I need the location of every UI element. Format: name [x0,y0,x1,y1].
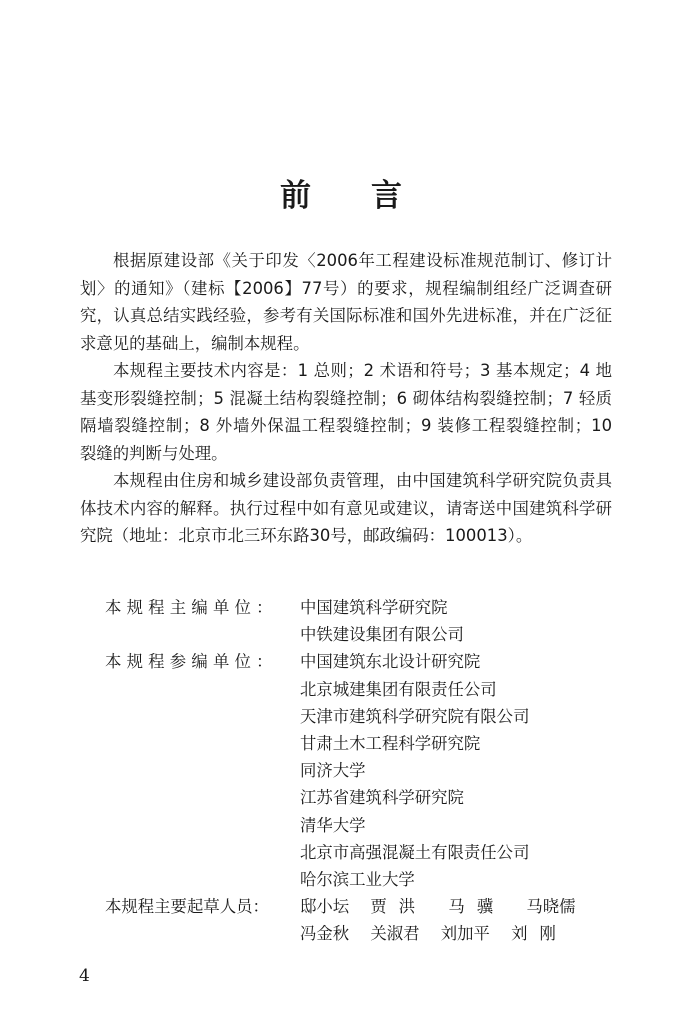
drafter-name: 贾洪 [370,897,428,917]
chief-editor-row [105,594,592,621]
participating-unit: 清华大学 [300,815,366,835]
title-char-2: 言 [371,178,402,214]
participating-unit: 江苏省建筑科学研究院 [300,788,464,808]
participating-unit: 北京城建集团有限责任公司 [300,679,497,699]
drafter-name: 刘刚 [511,924,568,944]
preface-body [80,247,612,550]
drafters-label: 本规程主要起草人员： [105,897,269,917]
drafter-name: 邸小坛 [300,897,350,917]
participating-unit-label: 本规程参编单位： [105,652,278,672]
chief-editor-unit: 中国建筑科学研究院 [300,598,448,617]
organization-list [105,594,592,948]
drafter-name: 马骥 [448,897,506,917]
chief-editor-unit: 中铁建设集团有限公司 [300,625,464,645]
participating-unit-row [105,757,592,784]
drafter-name: 刘加平 [440,924,490,944]
drafter-names [300,920,584,947]
participating-unit: 北京市高强混凝土有限责任公司 [300,842,530,862]
drafter-names [300,893,592,920]
participating-unit: 哈尔滨工业大学 [300,870,415,890]
paragraph-2: 本规程主要技术内容是：1 总则；2 术语和符号；3 基本规定；4 地基变形裂缝控制；5 混凝土结构裂缝控制；6 砌体结构裂缝控制；7 轻质隔墙裂缝控制；8 外墙外保温工程裂缝控制；9 装修工程裂缝控制；10 裂缝的判断与处理。 [80,361,612,463]
participating-unit: 中国建筑东北设计研究院 [300,652,481,672]
participating-unit-row [105,784,592,811]
page-title [0,170,682,215]
title-char-1: 前 [280,178,311,214]
drafters-row [105,920,592,947]
drafters-row [105,893,592,920]
participating-unit-row [105,812,592,839]
drafter-name: 马晓儒 [526,897,576,917]
participating-unit-row [105,676,592,703]
chief-editor-label: 本规程主编单位： [105,598,278,617]
chief-editor-row [105,621,592,648]
paragraph-1: 根据原建设部《关于印发〈2006年工程建设标准规范制订、修订计划〉的通知》（建标【2006】77号）的要求，规程编制组经广泛调查研究，认真总结实践经验，参考有关国际标准和国外先进标准，并在广泛征求意见的基础上，编制本规程。 [80,251,612,353]
participating-unit: 天津市建筑科学研究院有限公司 [300,706,530,726]
participating-unit-row [105,866,592,893]
participating-unit-row [105,839,592,866]
participating-unit: 同济大学 [300,761,366,781]
participating-unit-row [105,730,592,757]
participating-unit-row [105,703,592,730]
page-number: 4 [79,966,90,986]
participating-unit-row [105,648,592,675]
participating-unit: 甘肃土木工程科学研究院 [300,734,481,754]
paragraph-3: 本规程由住房和城乡建设部负责管理，由中国建筑科学研究院负责具体技术内容的解释。执行过程中如有意见或建议，请寄送中国建筑科学研究院（地址：北京市北三环东路30号，邮政编码：100013）。 [80,471,612,545]
drafter-name: 关淑君 [370,924,420,944]
drafter-name: 冯金秋 [300,924,350,944]
